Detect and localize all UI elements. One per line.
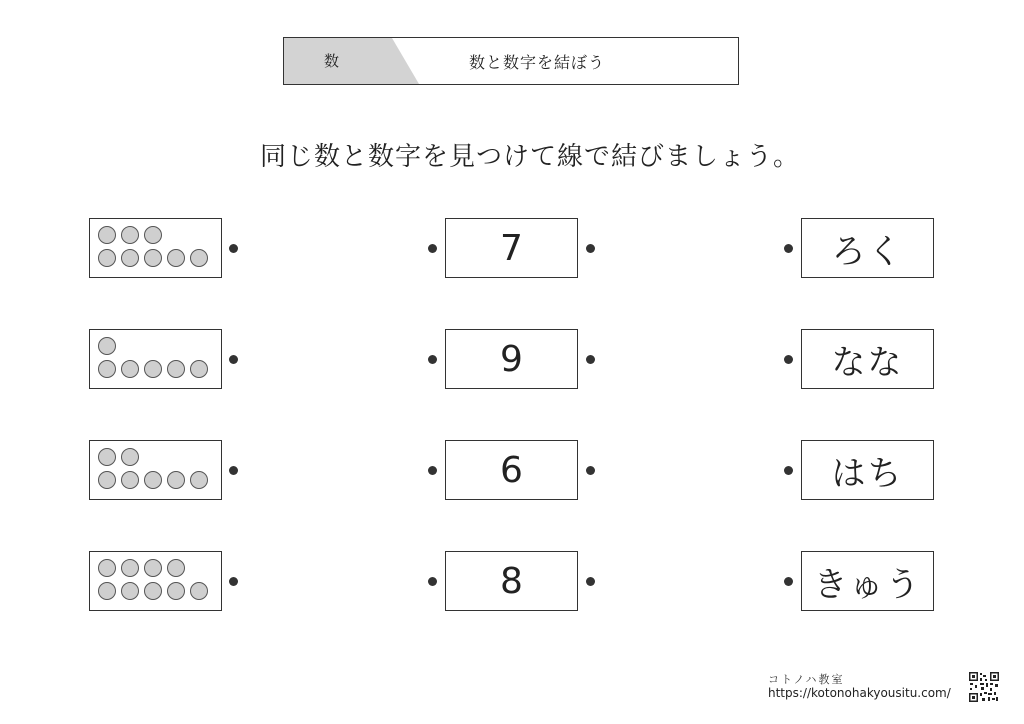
number-card-3 — [445, 440, 578, 500]
counting-circle — [167, 471, 185, 489]
counting-circle — [167, 249, 185, 267]
number-label: 8 — [500, 560, 523, 602]
dot-card-3 — [89, 440, 222, 500]
circle-group-1 — [98, 225, 218, 273]
word-label: はち — [831, 453, 904, 494]
connector-dot-left-4[interactable] — [229, 577, 238, 586]
counting-circle — [144, 360, 162, 378]
word-label: ろく — [831, 231, 904, 272]
site-name: コトノハ教室 — [768, 673, 845, 686]
dot-card-2 — [89, 329, 222, 389]
counting-circle — [190, 249, 208, 267]
counting-circle — [167, 582, 185, 600]
circle-group-4 — [98, 558, 218, 606]
connector-dot-mid-out-2[interactable] — [586, 355, 595, 364]
connector-dot-left-3[interactable] — [229, 466, 238, 475]
connector-dot-right-1[interactable] — [784, 244, 793, 253]
counting-circle — [167, 559, 185, 577]
number-label: 6 — [500, 449, 523, 491]
word-card-1 — [801, 218, 934, 278]
counting-circle — [98, 360, 116, 378]
word-label: なな — [831, 342, 904, 383]
counting-circle — [190, 471, 208, 489]
circle-group-2 — [98, 336, 218, 384]
counting-circle — [144, 226, 162, 244]
word-card-2 — [801, 329, 934, 389]
connector-dot-left-1[interactable] — [229, 244, 238, 253]
counting-circle — [98, 337, 116, 355]
counting-circle — [121, 448, 139, 466]
connector-dot-mid-out-3[interactable] — [586, 466, 595, 475]
connector-dot-right-2[interactable] — [784, 355, 793, 364]
connector-dot-right-4[interactable] — [784, 577, 793, 586]
counting-circle — [121, 582, 139, 600]
word-card-3 — [801, 440, 934, 500]
connector-dot-left-2[interactable] — [229, 355, 238, 364]
qr-code-icon — [968, 671, 1000, 703]
counting-circle — [144, 471, 162, 489]
connector-dot-mid-out-4[interactable] — [586, 577, 595, 586]
counting-circle — [98, 448, 116, 466]
site-url[interactable]: https://kotonohakyousitu.com/ — [768, 686, 951, 700]
worksheet-title-box — [283, 37, 739, 85]
counting-circle — [121, 360, 139, 378]
counting-circle — [190, 360, 208, 378]
counting-circle — [98, 471, 116, 489]
number-card-1 — [445, 218, 578, 278]
counting-circle — [98, 559, 116, 577]
number-card-4 — [445, 551, 578, 611]
connector-dot-mid-out-1[interactable] — [586, 244, 595, 253]
word-label: きゅう — [813, 564, 922, 605]
category-tag-background — [284, 38, 419, 84]
counting-circle — [144, 559, 162, 577]
counting-circle — [121, 249, 139, 267]
word-card-4 — [801, 551, 934, 611]
number-card-2 — [445, 329, 578, 389]
connector-dot-mid-in-3[interactable] — [428, 466, 437, 475]
number-label: 7 — [500, 227, 523, 269]
counting-circle — [144, 249, 162, 267]
counting-circle — [121, 559, 139, 577]
connector-dot-mid-in-4[interactable] — [428, 577, 437, 586]
circle-group-3 — [98, 447, 218, 495]
connector-dot-mid-in-2[interactable] — [428, 355, 437, 364]
instruction-text: 同じ数と数字を見つけて線で結びましょう。 — [260, 142, 801, 172]
counting-circle — [190, 582, 208, 600]
counting-circle — [167, 360, 185, 378]
category-tag: 数 — [324, 52, 340, 70]
worksheet-title: 数と数字を結ぼう — [469, 53, 606, 72]
counting-circle — [121, 471, 139, 489]
counting-circle — [121, 226, 139, 244]
counting-circle — [98, 582, 116, 600]
connector-dot-mid-in-1[interactable] — [428, 244, 437, 253]
dot-card-4 — [89, 551, 222, 611]
number-label: 9 — [500, 338, 523, 380]
counting-circle — [98, 226, 116, 244]
connector-dot-right-3[interactable] — [784, 466, 793, 475]
counting-circle — [98, 249, 116, 267]
counting-circle — [144, 582, 162, 600]
dot-card-1 — [89, 218, 222, 278]
